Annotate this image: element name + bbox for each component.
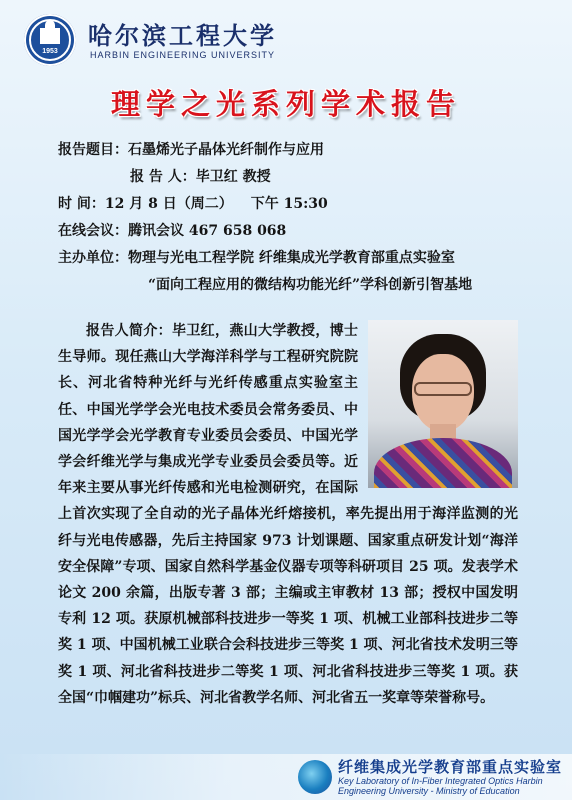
time-value: 下午 15:30 xyxy=(250,196,328,212)
lab-logo-icon xyxy=(298,760,332,794)
host-line xyxy=(58,245,538,272)
speaker-value: 毕卫红 教授 xyxy=(195,169,271,185)
lab-footer xyxy=(0,754,572,800)
host-label: 主办单位： xyxy=(58,250,128,266)
page-title: 理学之光系列学术报告 xyxy=(110,87,461,121)
speaker-label: 报 告 人： xyxy=(130,169,196,185)
time-line xyxy=(58,191,538,218)
topic-label: 报告题目： xyxy=(58,142,128,158)
date-value: 12 月 8 日（周二） xyxy=(104,196,233,212)
topic-line xyxy=(58,137,538,164)
lab-name-cn: 纤维集成光学教育部重点实验室 xyxy=(338,758,563,776)
university-logo xyxy=(24,14,76,66)
host-value-2: “面向工程应用的微结构功能光纤”学科创新引智基地 xyxy=(148,277,473,293)
university-name-cn: 哈尔滨工程大学 xyxy=(88,21,277,50)
lecture-info xyxy=(58,137,538,299)
glasses-shape xyxy=(414,382,472,396)
lab-name-en: Key Laboratory of In-Fiber Integrated Optics Harbin Engineering University - Ministry of Education xyxy=(338,776,543,796)
host-line-2 xyxy=(58,272,538,299)
logo-year: 1953 xyxy=(42,48,58,55)
speaker-photo xyxy=(368,320,518,488)
logo-building-icon xyxy=(40,28,60,44)
topic-value: 石墨烯光子晶体光纤制作与应用 xyxy=(128,142,324,158)
time-label: 时 间： xyxy=(58,196,105,212)
speaker-line xyxy=(58,164,538,191)
speaker-bio xyxy=(58,318,518,711)
meeting-value: 腾讯会议 467 658 068 xyxy=(128,223,287,239)
meeting-label: 在线会议： xyxy=(58,223,128,239)
meeting-line xyxy=(58,218,538,245)
university-name-en: HARBIN ENGINEERING UNIVERSITY xyxy=(90,50,276,60)
bio-text: 报告人简介：毕卫红，燕山大学教授，博士生导师。现任燕山大学海洋科学与工程研究院院长、河北省特种光纤与光纤传感重点实验室主任、中国光学学会光电技术委员会常务委员、中国光学学会光学教育专业委员会委员、中国光学学会纤维光学与集成光学专业委员会委员等。近年来主要从事光纤传感和光电检测研究，在国际上首次实现了全自动的光子晶体光纤熔接机，率先提出用于海洋监测的光纤与光电传感器，先后主持国家 973 计划课题、国家重点研发计划“海洋安全保障”专项、国家自然科学基金仪器专项等科研项目 25 项。发表学术论文 200 余篇，出版专著 3 部；主编或主审教材 13 部；授权中国发明专利 12 项。获原机械部科技进步一等奖 1 项、机械工业部科技进步二等奖 1 项、中国机械工业联合会科技进步三等奖 1 项、河北省技术发明三等奖 1 项、河北省科技进步二等奖 1 项、河北省科技进步三等奖 1 项。获全国“巾帼建功”标兵、河北省教学名师、河北省五一奖章等荣誉称号。 xyxy=(58,323,518,706)
host-value-1: 物理与光电工程学院 纤维集成光学教育部重点实验室 xyxy=(128,250,455,266)
